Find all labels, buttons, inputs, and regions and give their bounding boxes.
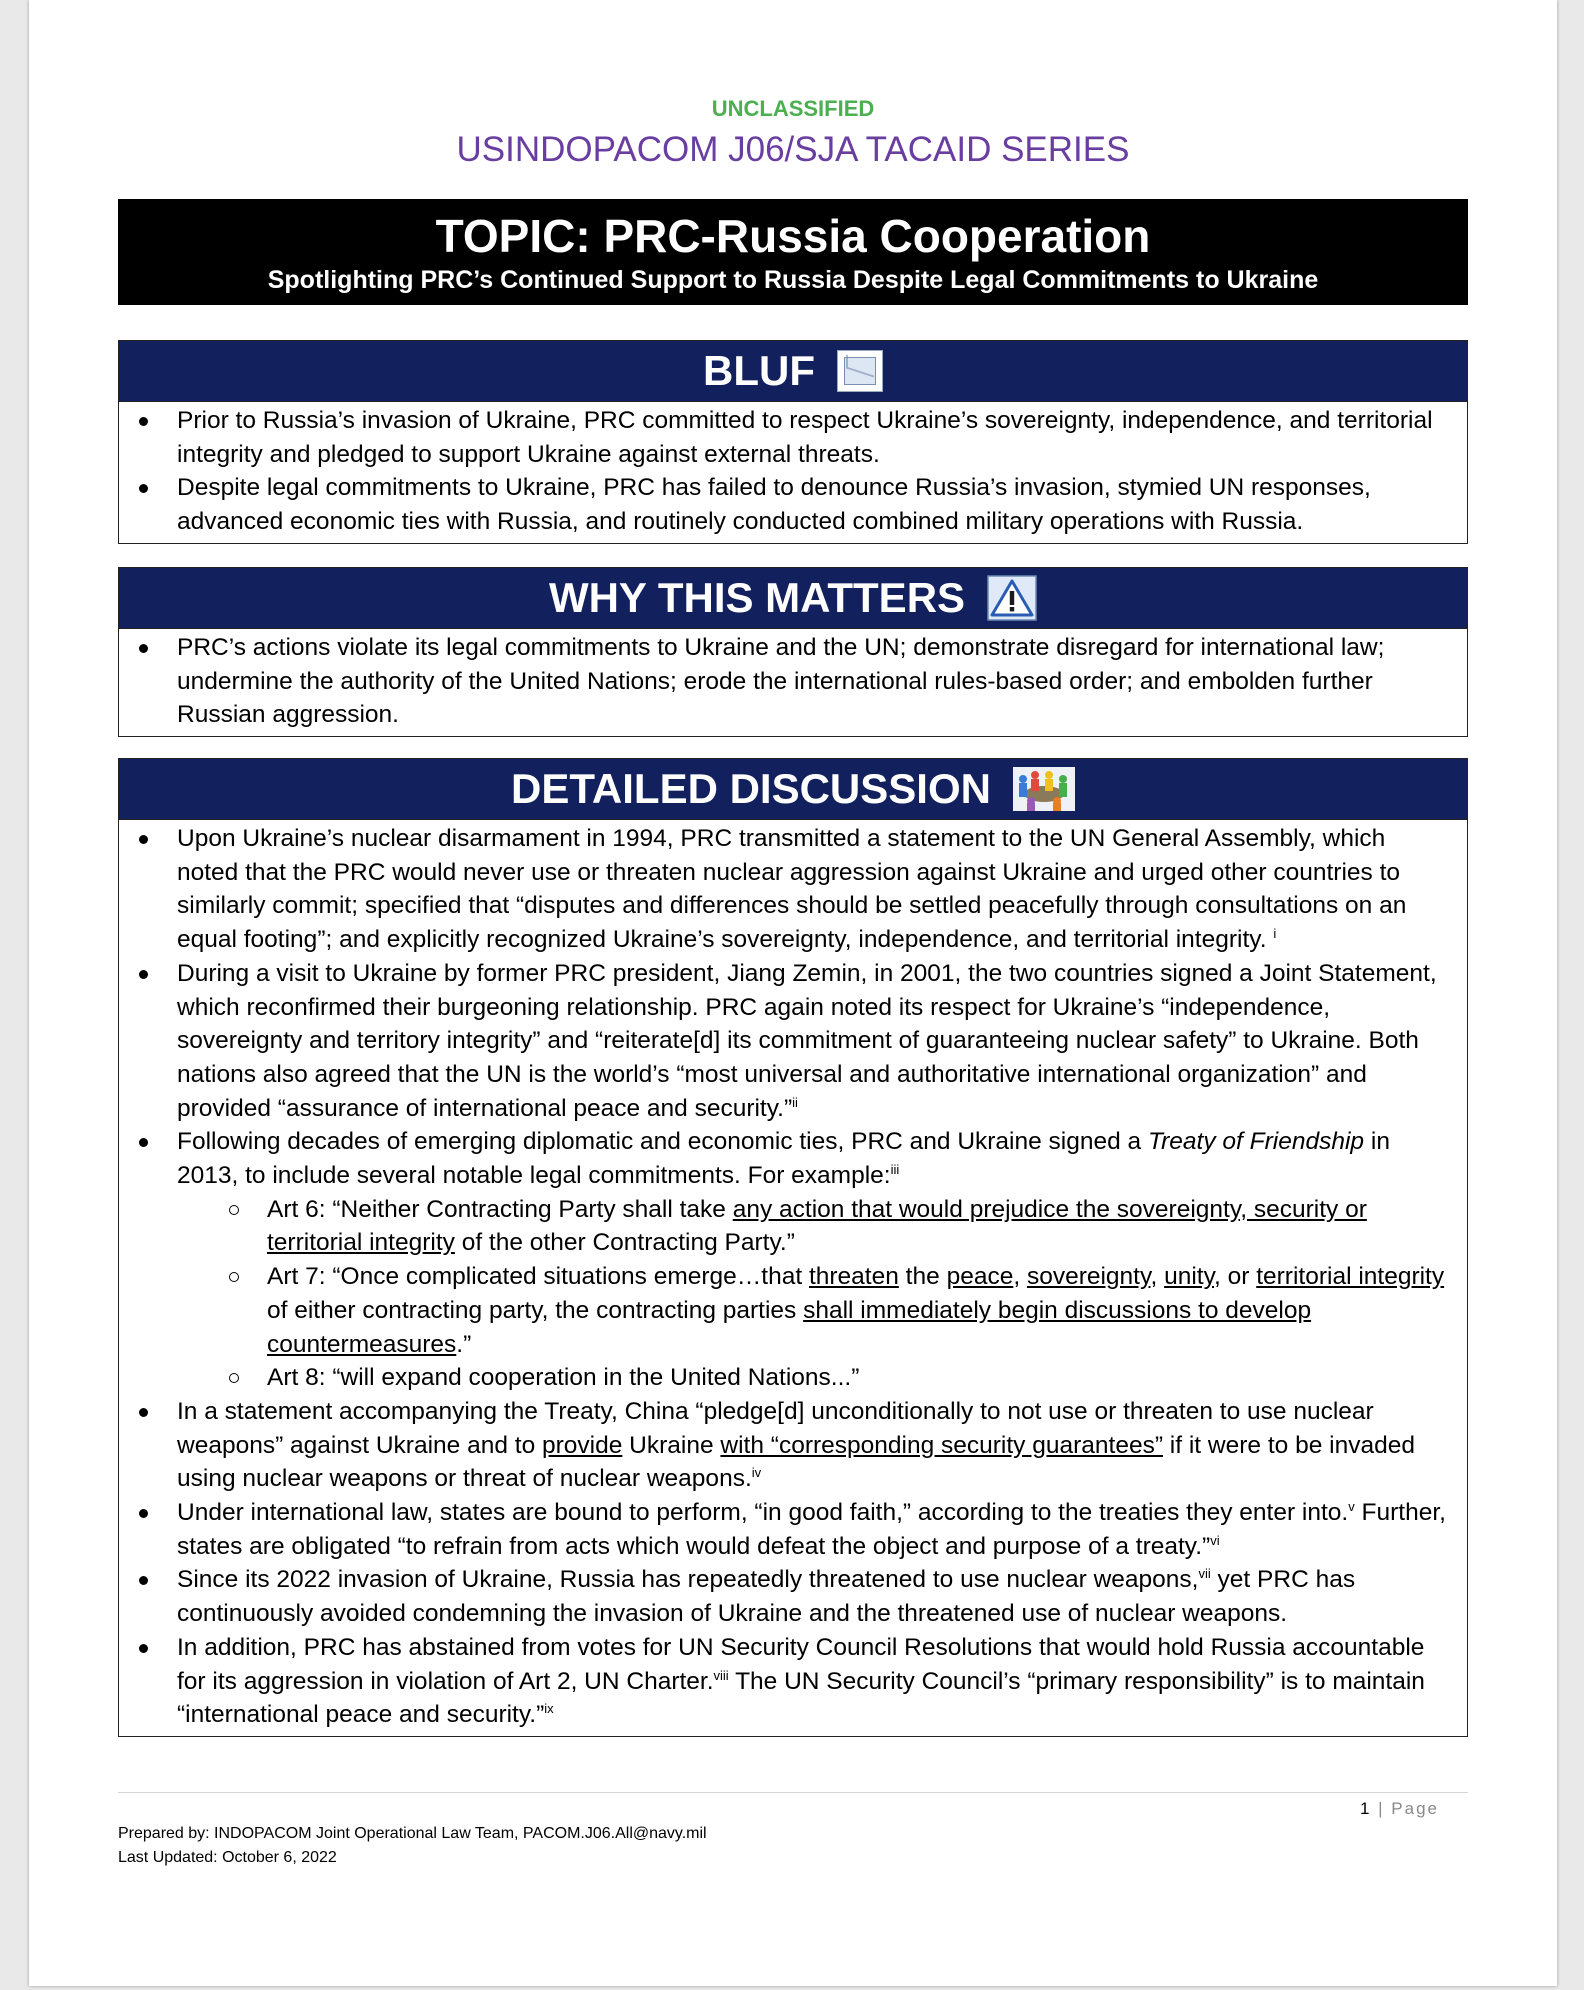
bluf-heading: BLUF xyxy=(703,347,815,394)
discussion-bullet: In a statement accompanying the Treaty, China “pledge[d] unconditionally to not use or threaten to use nuclear weapons” against Ukraine and to provide Ukraine with “corresponding security guarantees” if it were to be invaded using nuclear weapons or threat of nuclear weapons.$^{iv}$ xyxy=(139,1395,1447,1496)
classification-marking: UNCLASSIFIED xyxy=(711,96,875,121)
why-bullet: PRC’s actions violate its legal commitments to Ukraine and the UN; demonstrate disregard for international law; undermine the authority of the United Nations; erode the international rules-based order; and embolden further Russian aggression. xyxy=(139,631,1447,732)
why-section xyxy=(118,567,1468,737)
why-header xyxy=(119,568,1467,629)
document-page xyxy=(29,0,1557,1986)
discussion-header xyxy=(119,759,1467,820)
bluf-bullet: Prior to Russia’s invasion of Ukraine, PRC committed to respect Ukraine’s sovereignty, independence, and territorial integrity and pledged to support Ukraine against external threats. xyxy=(139,404,1447,471)
discussion-heading: DETAILED DISCUSSION xyxy=(511,765,991,812)
discussion-bullet: In addition, PRC has abstained from votes for UN Security Council Resolutions that would hold Russia accountable for its aggression in violation of Art 2, UN Charter.$^{viii}$ The UN Security Council’s “primary responsibility” is to maintain “international peace and security.”$^{ix}$ xyxy=(139,1631,1447,1732)
endnote-marker: viii xyxy=(713,1667,729,1683)
treaty-article-7: Art 7: “Once complicated situations emerge…that threaten the peace, sovereignty, unity, or territorial integrity of either contracting party, the contracting parties shall immediately begin discussions to develop countermeasures.” xyxy=(229,1260,1447,1361)
endnote-marker: iii xyxy=(890,1162,900,1178)
topic-subtitle: Spotlighting PRC’s Continued Support to Russia Despite Legal Commitments to Ukraine xyxy=(267,266,1319,294)
footer-divider xyxy=(118,1792,1468,1793)
discussion-section xyxy=(118,758,1468,1737)
bluf-bullet: Despite legal commitments to Ukraine, PRC has failed to denounce Russia’s invasion, stymied UN responses, advanced economic ties with Russia, and routinely conducted combined military operations with Russia. xyxy=(139,471,1447,538)
endnote-marker: vii xyxy=(1198,1566,1211,1582)
treaty-article-6: Art 6: “Neither Contracting Party shall take any action that would prejudice the sovereignty, security or territorial integrity of the other Contracting Party.” xyxy=(229,1193,1447,1260)
endnote-marker: ix xyxy=(544,1701,554,1717)
endnote-marker: vi xyxy=(1210,1532,1220,1548)
last-updated: Last Updated: October 6, 2022 xyxy=(118,1849,337,1866)
why-heading: WHY THIS MATTERS xyxy=(548,574,966,621)
discussion-bullet: Following decades of emerging diplomatic and economic ties, PRC and Ukraine signed a Treaty of Friendship in 2013, to include several notable legal commitments. For example:$^{iii}$ Art 6: “Neither Contracting Party shall take any action that would prejudice the sovereignty, security or territorial integrity of the other Contracting Party.” Art 7: “Once complicated situations emerge…that threaten the peace, sovereignty, unity, or territorial integrity of either contracting party, the contracting parties shall immediately begin discussions to develop countermeasures.” Art 8: “will expand cooperation in the United Nations...” xyxy=(139,1125,1447,1395)
envelope-icon xyxy=(837,350,883,392)
series-title: USINDOPACOM J06/SJA TACAID SERIES xyxy=(456,130,1130,169)
treaty-title: Treaty of Friendship xyxy=(1148,1128,1365,1156)
endnote-marker: iv xyxy=(751,1465,762,1481)
footer-info xyxy=(118,1822,707,1870)
prepared-by: Prepared by: INDOPACOM Joint Operational Law Team, PACOM.J06.All@navy.mil xyxy=(118,1825,707,1842)
warning-icon xyxy=(987,575,1037,621)
people-meeting-icon xyxy=(1013,767,1075,811)
topic-banner xyxy=(118,199,1468,305)
page-number: 1 | Page xyxy=(1359,1799,1439,1818)
discussion-bullet: Since its 2022 invasion of Ukraine, Russia has repeatedly threatened to use nuclear weapons,$^{vii}$ yet PRC has continuously avoided condemning the invasion of Ukraine and the threatened use of nuclear weapons. xyxy=(139,1563,1447,1630)
treaty-article-8: Art 8: “will expand cooperation in the United Nations...” xyxy=(229,1361,1447,1395)
topic-title: TOPIC: PRC-Russia Cooperation xyxy=(435,210,1151,262)
endnote-marker: v xyxy=(1348,1499,1355,1515)
discussion-bullet: Upon Ukraine’s nuclear disarmament in 1994, PRC transmitted a statement to the UN General Assembly, which noted that the PRC would never use or threaten nuclear aggression against Ukraine and urged other countries to similarly commit; specified that “disputes and differences should be settled peacefully through consultations on an equal footing”; and explicitly recognized Ukraine’s sovereignty, independence, and territorial integrity. $^i$ xyxy=(139,822,1447,957)
discussion-bullet: During a visit to Ukraine by former PRC president, Jiang Zemin, in 2001, the two countries signed a Joint Statement, which reconfirmed their burgeoning relationship. PRC again noted its respect for Ukraine’s “independence, sovereignty and territory integrity” and “reiterate[d] its commitment of guaranteeing nuclear safety” to Ukraine. Both nations also agreed that the UN is the world’s “most universal and authoritative international organization” and provided “assurance of international peace and security.”$^{ii}$ xyxy=(139,957,1447,1126)
endnote-marker: ii xyxy=(792,1094,798,1110)
discussion-bullet: Under international law, states are bound to perform, “in good faith,” according to the treaties they enter into.$^v$ Further, states are obligated “to refrain from acts which would defeat the object and purpose of a treaty.”$^{vi}$ xyxy=(139,1496,1447,1563)
bluf-header xyxy=(119,341,1467,402)
endnote-marker: i xyxy=(1273,926,1277,942)
bluf-section xyxy=(118,340,1468,544)
